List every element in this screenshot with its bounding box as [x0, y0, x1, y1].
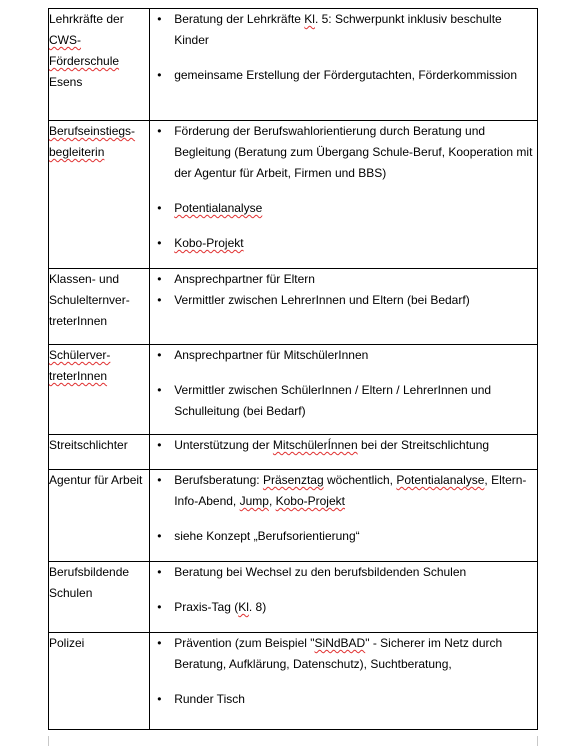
table-row: [49, 562, 538, 633]
role-label-line: [49, 51, 149, 72]
role-label-line: [49, 269, 149, 290]
text-segment: Esens: [49, 75, 83, 89]
bullet-list-item: [150, 435, 537, 456]
spellcheck-flagged-text: begleiterin: [49, 145, 105, 159]
text-segment: Vermittler zwischen SchülerInnen / Eltern / LehrerInnen und Schulleitung (bei Bedarf): [174, 383, 492, 418]
role-label-line: [49, 290, 149, 311]
table-row: [49, 345, 538, 435]
spellcheck-flagged-text: MitschülerÍnnen: [272, 438, 358, 452]
spellcheck-flagged-text: Kobo-Projekt: [275, 494, 345, 508]
role-label-line: [49, 121, 149, 142]
spellcheck-flagged-text: Förderschule: [49, 54, 120, 68]
bullet-list-item: [150, 526, 537, 547]
text-segment: Agentur für Arbeit: [49, 473, 143, 487]
role-cell: [49, 121, 150, 269]
role-label-line: [49, 311, 149, 332]
role-label-line: [49, 633, 149, 654]
text-segment: Ansprechpartner für MitschülerInnen: [174, 348, 369, 362]
bullet-list-item: [150, 9, 537, 51]
text-segment: Schulelternver-: [49, 293, 130, 307]
tasks-cell: [150, 562, 538, 633]
spellcheck-flagged-text: Kl: [238, 600, 249, 614]
spellcheck-flagged-text: Kl: [304, 12, 315, 26]
role-label-line: [49, 435, 149, 456]
tasks-cell: [150, 470, 538, 562]
role-cell: [49, 470, 150, 562]
role-label-line: [49, 470, 149, 491]
text-segment: Schulen: [49, 586, 93, 600]
spellcheck-flagged-text: SiNdBAD: [314, 636, 366, 650]
role-cell: [49, 269, 150, 345]
spellcheck-flagged-text: Jump: [239, 494, 269, 508]
role-cell: [49, 562, 150, 633]
table-row: [49, 470, 538, 562]
text-segment: Beratung der Lehrkräfte: [174, 12, 305, 26]
table-row: [49, 633, 538, 730]
bullet-list-item: [150, 470, 537, 512]
role-label-line: [49, 345, 149, 366]
text-segment: Unterstützung der: [174, 438, 273, 452]
text-segment: Förderung der Berufswahlorientierung durch Beratung und Begleitung (Beratung zum Übergang Schule-Beruf, Kooperation mit der Agentur für Arbeit, Firmen und BBS): [174, 124, 533, 180]
text-segment: Vermittler zwischen LehrerInnen und Eltern (bei Bedarf): [174, 293, 470, 307]
text-segment: Prävention (zum Beispiel ": [174, 636, 315, 650]
tasks-cell: [150, 435, 538, 470]
bullet-list-item: [150, 597, 537, 618]
bullet-list-item: [150, 689, 537, 710]
spellcheck-flagged-text: Kobo-Projekt: [174, 236, 244, 250]
spellcheck-flagged-text: Potentialanalyse: [174, 201, 263, 215]
text-segment: siehe Konzept „Berufsorientierung“: [174, 529, 360, 543]
text-segment: . 5: Schwerpunkt inklusiv beschulte Kinder: [174, 12, 502, 47]
table-row: [49, 435, 538, 470]
spellcheck-flagged-text: Potentialanalyse: [396, 473, 485, 487]
spellcheck-flagged-text: Schülerver-: [49, 348, 111, 362]
text-segment: wöchentlich,: [323, 473, 397, 487]
text-segment: ,: [268, 494, 276, 508]
text-segment: Polizei: [49, 636, 85, 650]
role-label-line: [49, 366, 149, 387]
tasks-cell: [150, 269, 538, 345]
table-row: [49, 269, 538, 345]
bullet-list-item: [150, 233, 537, 254]
bullet-list-item: [150, 65, 537, 86]
role-label-line: [49, 9, 149, 30]
text-segment: bei der Streitschlichtung: [357, 438, 490, 452]
bullet-list-item: [150, 380, 537, 422]
role-cell: [49, 9, 150, 121]
spellcheck-flagged-text: Berufseinstiegs-: [49, 124, 136, 138]
text-segment: Praxis-Tag (: [174, 600, 239, 614]
responsibilities-table: [48, 8, 538, 730]
text-segment: Lehrkräfte der: [49, 12, 124, 26]
bullet-list-item: [150, 198, 537, 219]
text-segment: " - Sicherer im Netz durch Beratung, Aufklärung, Datenschutz), Suchtberatung,: [174, 636, 503, 671]
text-segment: Berufsbildende: [49, 565, 130, 579]
text-segment: , Eltern-Info-Abend,: [174, 473, 527, 508]
tasks-cell: [150, 9, 538, 121]
table-row: [49, 121, 538, 269]
text-segment: Runder Tisch: [174, 692, 245, 706]
bullet-list-item: [150, 290, 537, 311]
text-segment: Streitschlichter: [49, 438, 128, 452]
tasks-cell: [150, 633, 538, 730]
role-cell: [49, 633, 150, 730]
table-row: [49, 9, 538, 121]
role-label-line: [49, 30, 149, 51]
spellcheck-flagged-text: CWS-: [49, 33, 81, 47]
next-row-right-border: [537, 736, 538, 746]
spellcheck-flagged-text: treterInnen: [49, 369, 108, 383]
bullet-list-item: [150, 562, 537, 583]
text-segment: . 8): [248, 600, 267, 614]
text-segment: Ansprechpartner für Eltern: [174, 272, 315, 286]
text-segment: gemeinsame Erstellung der Fördergutachten, Förderkommission: [174, 68, 518, 82]
tasks-cell: [150, 121, 538, 269]
role-label-line: [49, 562, 149, 583]
text-segment: treterInnen: [49, 314, 108, 328]
text-segment: Berufsberatung:: [174, 473, 263, 487]
bullet-list-item: [150, 269, 537, 290]
bullet-list-item: [150, 633, 537, 675]
role-cell: [49, 345, 150, 435]
bullet-list-item: [150, 121, 537, 184]
next-row-left-border: [48, 736, 49, 746]
role-cell: [49, 435, 150, 470]
text-segment: Klassen- und: [49, 272, 120, 286]
spellcheck-flagged-text: Präsenztag: [262, 473, 324, 487]
role-label-line: [49, 72, 149, 93]
role-label-line: [49, 583, 149, 604]
table-body: [49, 9, 538, 730]
role-label-line: [49, 142, 149, 163]
text-segment: Beratung bei Wechsel zu den berufsbildenden Schulen: [174, 565, 467, 579]
bullet-list-item: [150, 345, 537, 366]
tasks-cell: [150, 345, 538, 435]
